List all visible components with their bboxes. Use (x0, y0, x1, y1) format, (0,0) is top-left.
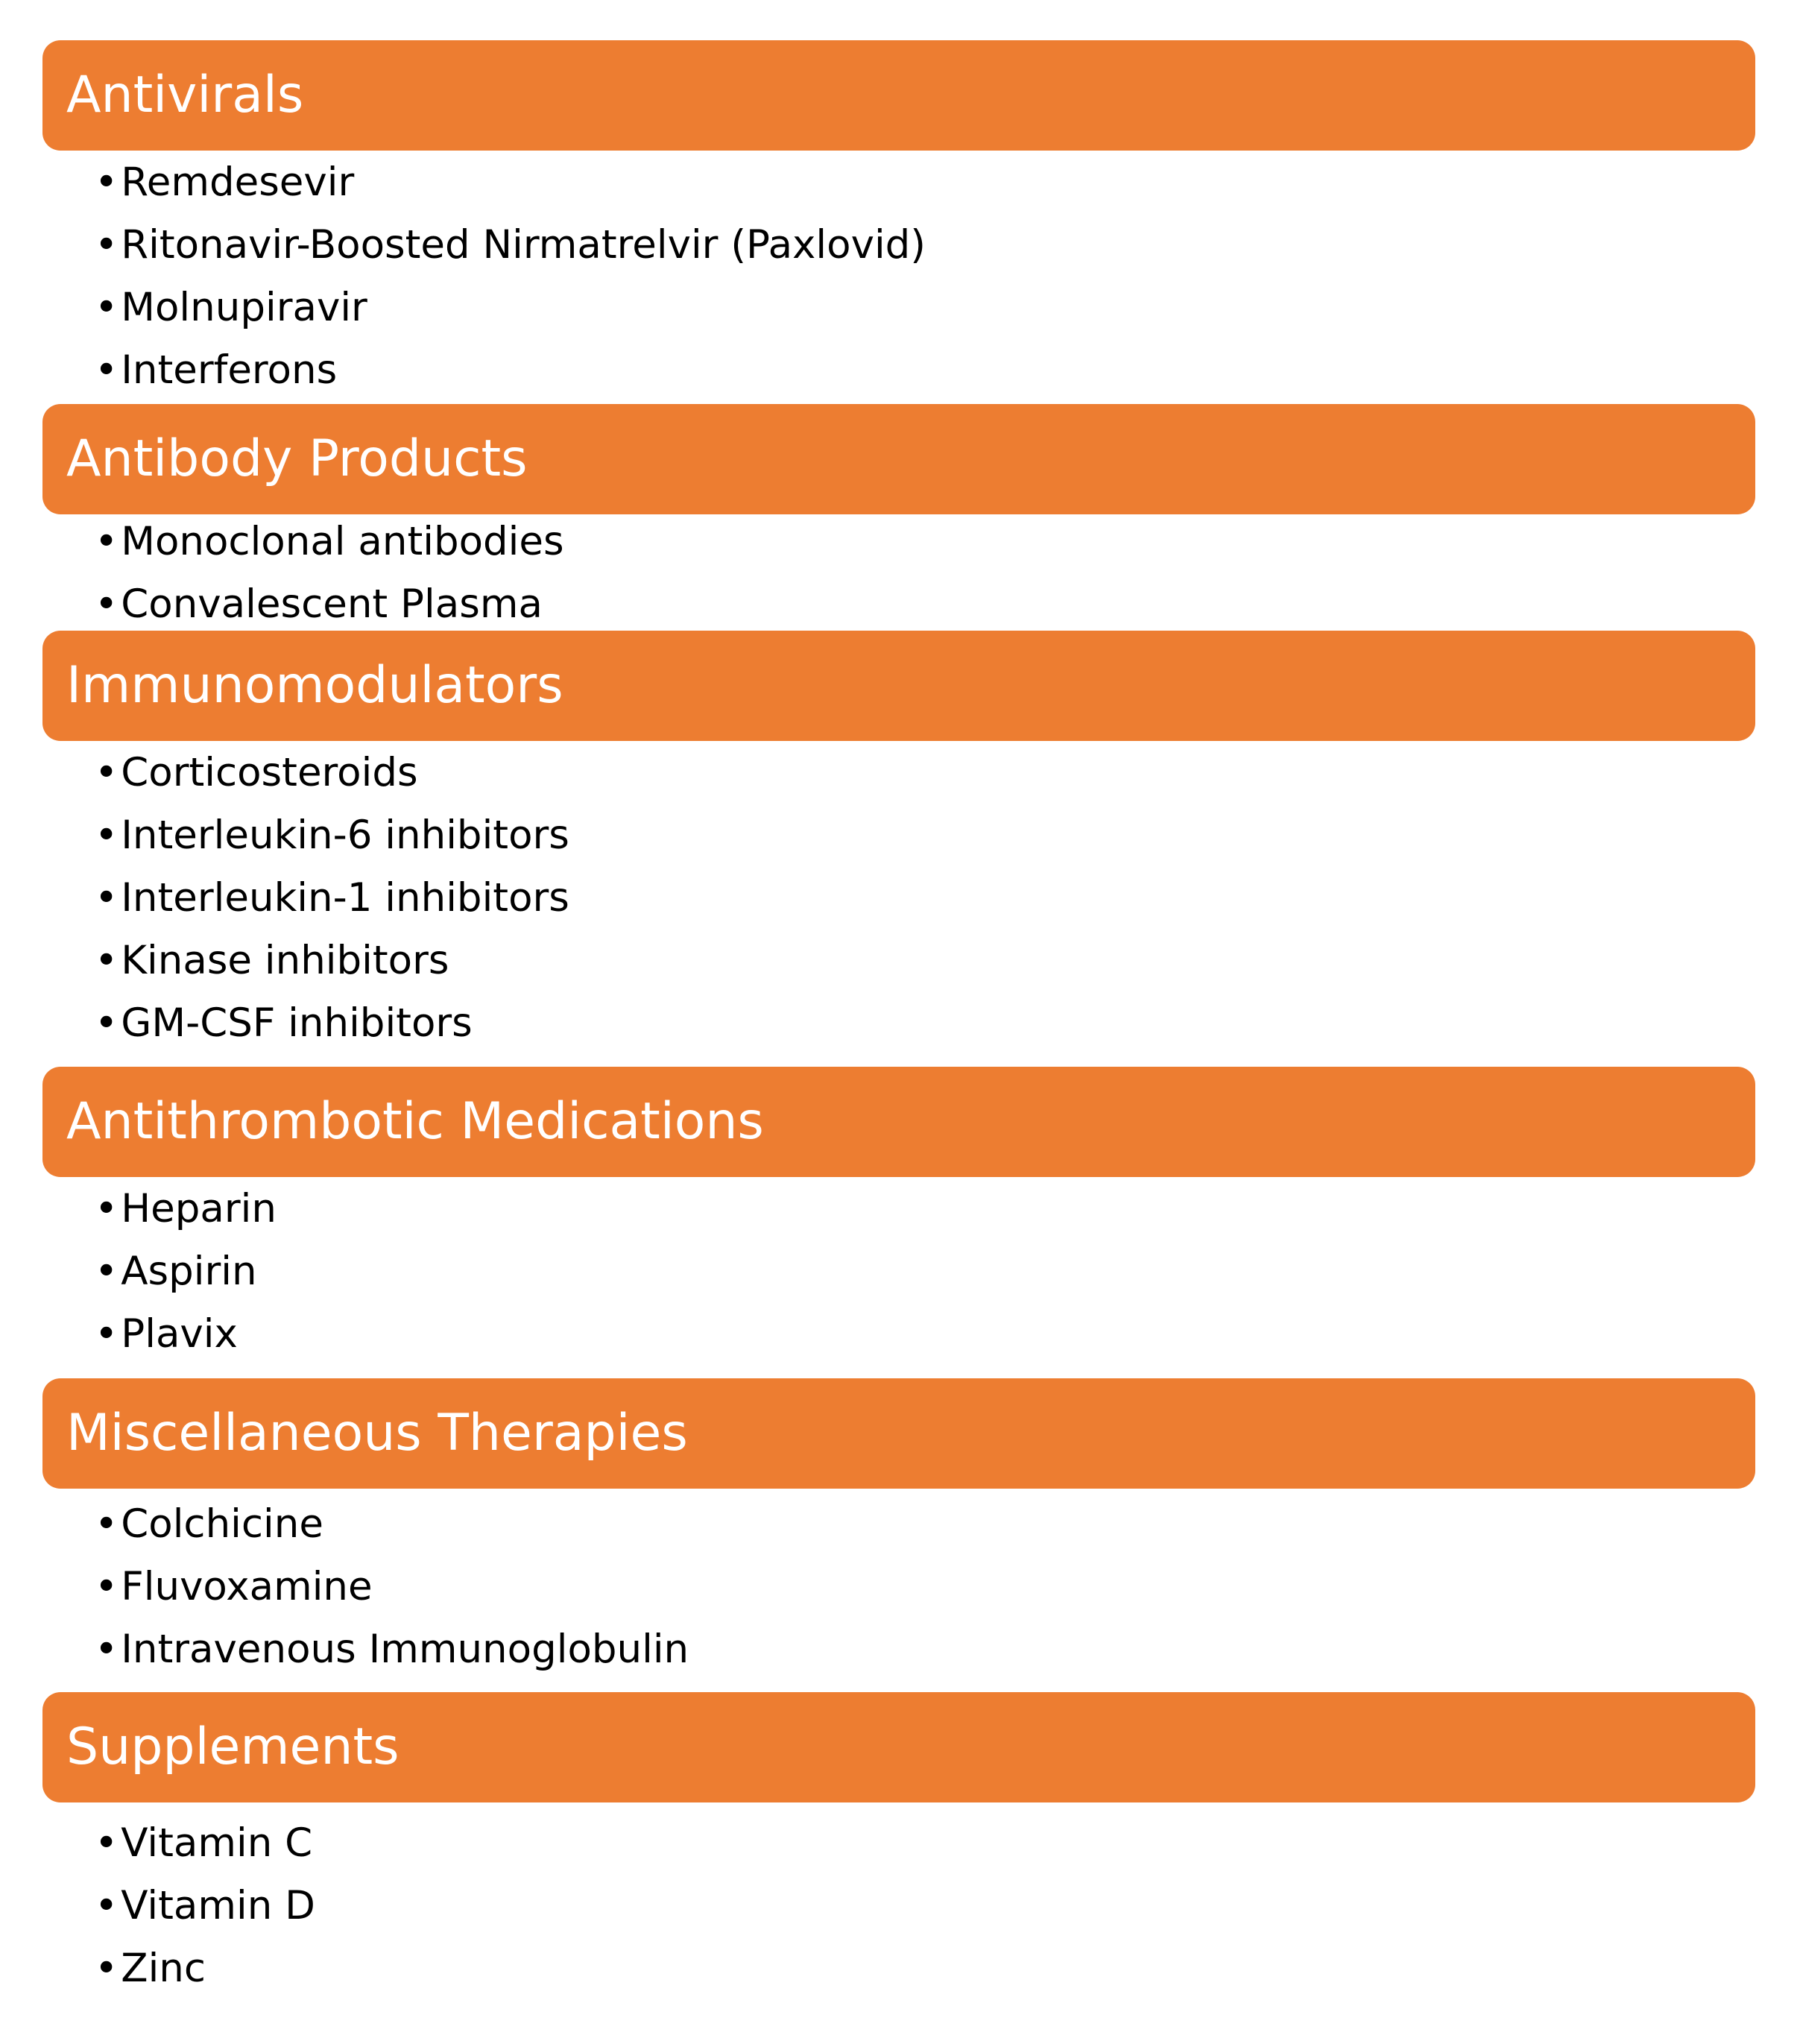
list-item: • Plavix (95, 1310, 238, 1357)
category-header-antivirals (42, 40, 1755, 151)
bullet-icon: • (95, 937, 119, 983)
bullet-icon: • (95, 1310, 119, 1357)
list-item: • Molnupiravir (95, 284, 367, 330)
bullet-icon: • (95, 1882, 119, 1928)
bullet-icon: • (95, 1820, 119, 1866)
list-item: • Vitamin C (95, 1820, 313, 1866)
list-item: • Monoclonal antibodies (95, 518, 564, 564)
category-title: Supplements (66, 1717, 400, 1776)
list-item: • Remdesevir (95, 159, 355, 205)
bullet-icon: • (95, 159, 119, 205)
category-title: Antibody Products (66, 429, 528, 488)
list-item: • Intravenous Immunoglobulin (95, 1626, 689, 1672)
list-item: • Corticosteroids (95, 749, 418, 795)
bullet-icon: • (95, 221, 119, 268)
list-item: • Convalescent Plasma (95, 581, 543, 627)
bullet-icon: • (95, 1501, 119, 1547)
bullet-icon: • (95, 284, 119, 330)
bullet-icon: • (95, 518, 119, 564)
list-item: • Ritonavir-Boosted Nirmatrelvir (Paxlovid) (95, 221, 926, 268)
category-header-miscellaneous-therapies (42, 1378, 1755, 1489)
category-title: Antivirals (66, 66, 304, 124)
bullet-icon: • (95, 1000, 119, 1046)
category-title: Antithrombotic Medications (66, 1092, 764, 1151)
category-header-immunomodulators (42, 631, 1755, 741)
category-header-antithrombotic-medications (42, 1067, 1755, 1177)
bullet-icon: • (95, 1563, 119, 1609)
bullet-icon: • (95, 347, 119, 393)
category-header-antibody-products (42, 404, 1755, 514)
list-item: • Interleukin-1 inhibitors (95, 874, 569, 921)
list-item: • Kinase inhibitors (95, 937, 449, 983)
list-item: • Interleukin-6 inhibitors (95, 812, 569, 858)
bullet-icon: • (95, 1626, 119, 1672)
bullet-icon: • (95, 812, 119, 858)
list-item: • Interferons (95, 347, 338, 393)
list-item: • Aspirin (95, 1248, 257, 1294)
bullet-icon: • (95, 1248, 119, 1294)
bullet-icon: • (95, 874, 119, 921)
list-item: • Fluvoxamine (95, 1563, 373, 1609)
list-item: • Zinc (95, 1945, 206, 1991)
bullet-icon: • (95, 749, 119, 795)
bullet-icon: • (95, 1185, 119, 1231)
category-title: Miscellaneous Therapies (66, 1404, 688, 1463)
list-item: • Heparin (95, 1185, 277, 1231)
bullet-icon: • (95, 581, 119, 627)
list-item: • GM-CSF inhibitors (95, 1000, 473, 1046)
list-item: • Colchicine (95, 1501, 323, 1547)
list-item: • Vitamin D (95, 1882, 315, 1928)
category-title: Immunomodulators (66, 656, 563, 715)
bullet-icon: • (95, 1945, 119, 1991)
category-header-supplements (42, 1692, 1755, 1802)
